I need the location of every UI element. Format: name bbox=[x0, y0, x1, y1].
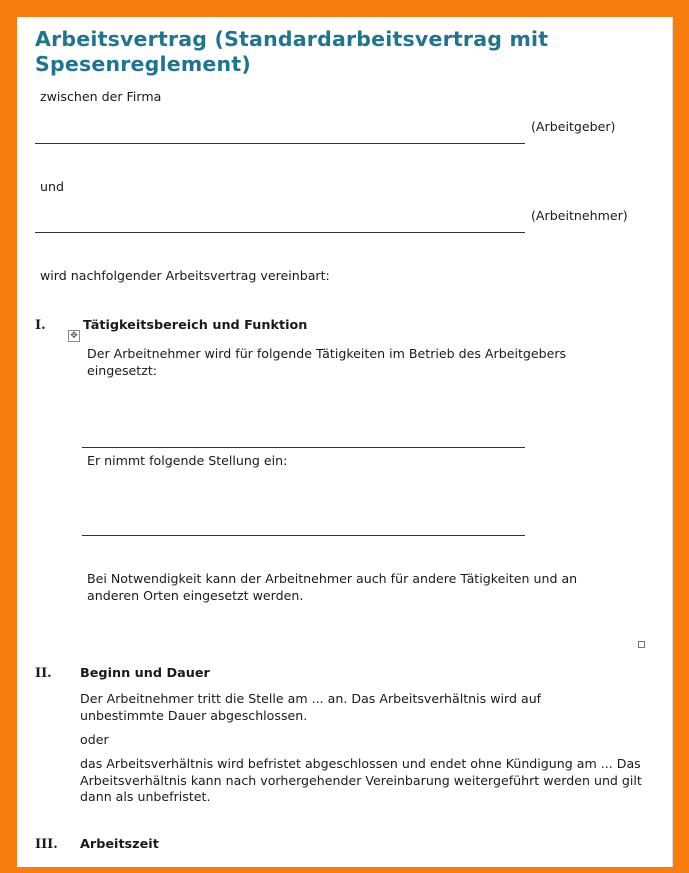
section-1-number: I. bbox=[35, 318, 46, 333]
section-1-title: Tätigkeitsbereich und Funktion bbox=[83, 318, 308, 333]
employer-label: (Arbeitgeber) bbox=[531, 119, 616, 134]
position-blank-line[interactable] bbox=[82, 535, 525, 536]
move-handle-icon[interactable]: ✥ bbox=[68, 330, 80, 342]
activities-blank-line[interactable] bbox=[82, 447, 525, 448]
section-3-number: III. bbox=[35, 837, 58, 852]
cell-end-marker bbox=[638, 641, 645, 648]
section-1-paragraph-1: Der Arbeitnehmer wird für folgende Tätigkeiten im Betrieb des Arbeitgebers eingesetzt: bbox=[87, 346, 567, 378]
section-2-paragraph-1: Der Arbeitnehmer tritt die Stelle am ... an. Das Arbeitsverhältnis wird auf unbestimmte Dauer abgeschlossen. bbox=[80, 691, 542, 723]
employer-blank-line[interactable] bbox=[35, 143, 525, 144]
section-3-title: Arbeitszeit bbox=[80, 837, 159, 852]
intro-text: zwischen der Firma bbox=[40, 89, 162, 104]
and-text: und bbox=[40, 179, 64, 194]
section-1-paragraph-2: Er nimmt folgende Stellung ein: bbox=[87, 453, 288, 468]
section-2-number: II. bbox=[35, 666, 52, 681]
employee-label: (Arbeitnehmer) bbox=[531, 208, 628, 223]
faint-watermark bbox=[59, 805, 89, 829]
section-1-paragraph-3: Bei Notwendigkeit kann der Arbeitnehmer auch für andere Tätigkeiten und an anderen Orten eingesetzt werden. bbox=[87, 571, 578, 603]
document-title: Arbeitsvertrag (Standardarbeitsvertrag mit Spesenreglement) bbox=[35, 27, 549, 76]
agreement-text: wird nachfolgender Arbeitsvertrag vereinbart: bbox=[40, 268, 330, 283]
employee-blank-line[interactable] bbox=[35, 232, 525, 233]
document-page bbox=[17, 17, 673, 867]
section-2-paragraph-3: das Arbeitsverhältnis wird befristet abgeschlossen und endet ohne Kündigung am ... Das Arbeitsverhältnis kann nach vorhergehender Vereinbarung weitergeführt werden und gilt dann als unbefristet. bbox=[80, 756, 642, 804]
section-2-title: Beginn und Dauer bbox=[80, 666, 210, 681]
section-2-paragraph-2: oder bbox=[80, 732, 109, 747]
